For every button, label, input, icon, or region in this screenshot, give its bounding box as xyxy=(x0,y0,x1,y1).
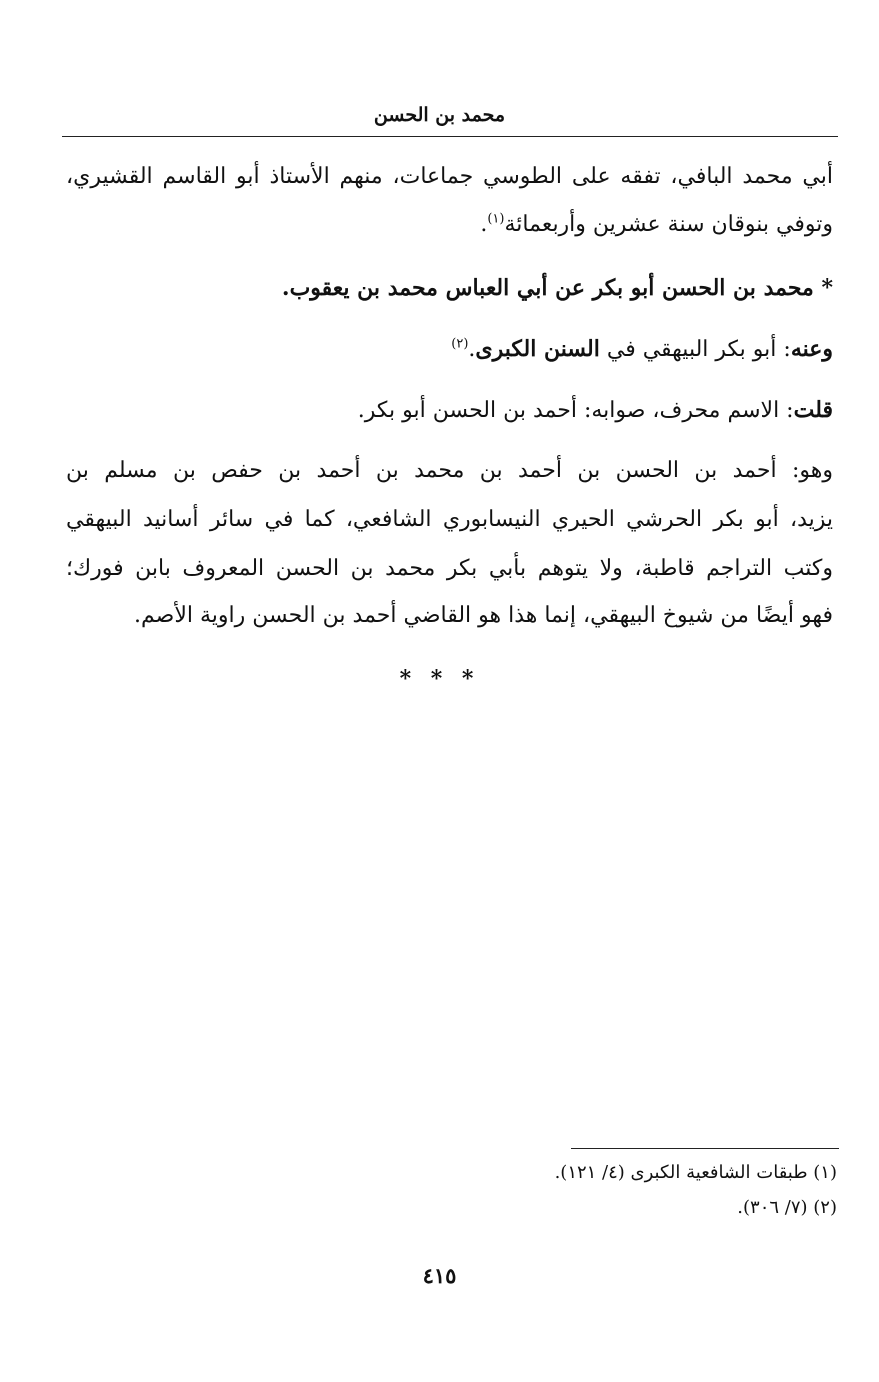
anhu-label: وعنه xyxy=(790,336,833,362)
entry1-line2-end: . xyxy=(480,212,488,237)
page-number: ٤١٥ xyxy=(422,1263,457,1288)
entry1-line1: أبي محمد البافي، تفقه على الطوسي جماعات، منهم الأستاذ أبو القاسم القشيري، xyxy=(66,164,833,189)
header-rule xyxy=(62,136,838,137)
anhu-text: أبو بكر البيهقي في xyxy=(599,337,777,362)
entry2-heading: * محمد بن الحسن أبو بكر عن أبي العباس محمد بن يعقوب. xyxy=(281,275,833,301)
entry1-line2-text: وتوفي بنوقان سنة عشرين وأربعمائة xyxy=(504,212,833,237)
entry2-body-line1: وهو: أحمد بن الحسن بن أحمد بن محمد بن أحمد بن حفص بن مسلم بن xyxy=(66,458,833,483)
anhu-colon: : xyxy=(776,337,791,362)
entry2-body-line3: وكتب التراجم قاطبة، ولا يتوهم بأبي بكر محمد بن الحسن المعروف بابن فورك؛ xyxy=(66,556,833,581)
qultu-text: : الاسم محرف، صوابه: أحمد بن الحسن أبو بكر. xyxy=(357,398,794,423)
entry2-body-line2: يزيد، أبو بكر الحرشي الحيري النيسابوري الشافعي، كما في سائر أسانيد البيهقي xyxy=(66,507,833,532)
footnote-2: (٢) (٧/ ٣٠٦). xyxy=(737,1197,837,1218)
running-head: محمد بن الحسن xyxy=(373,104,506,126)
section-separator: * * * xyxy=(399,666,480,692)
footnote-ref-2: (٢) xyxy=(451,336,469,352)
entry2-qultu-line xyxy=(66,397,833,423)
entry1-line2 xyxy=(66,212,833,237)
qultu-label: قلت xyxy=(793,397,833,423)
footnote-1: (١) طبقات الشافعية الكبرى (٤/ ١٢١). xyxy=(554,1162,837,1183)
anhu-book-title: السنن الكبرى xyxy=(475,336,600,362)
entry2-anhu-line xyxy=(66,336,833,362)
anhu-end: . xyxy=(468,337,476,362)
footnote-ref-1: (١) xyxy=(487,211,505,227)
entry2-body-line4: فهو أيضًا من شيوخ البيهقي، إنما هذا هو القاضي أحمد بن الحسن راوية الأصم. xyxy=(134,603,833,628)
footnote-rule xyxy=(571,1148,839,1149)
